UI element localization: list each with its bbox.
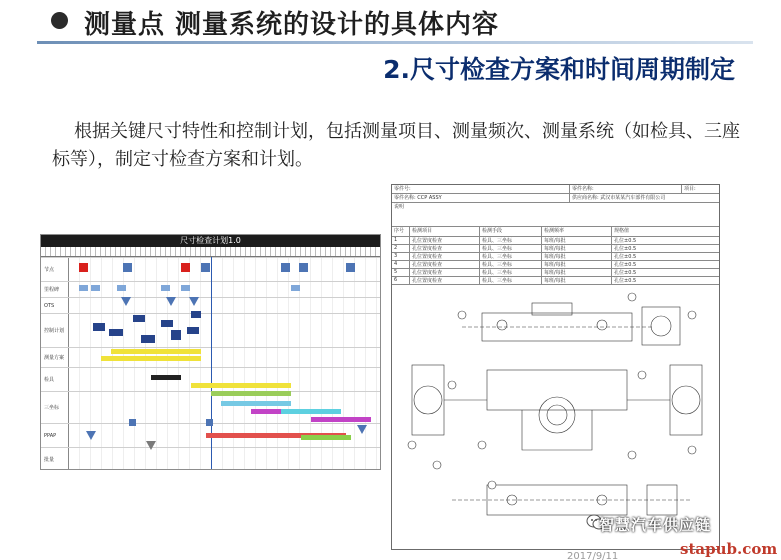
task-block [109, 329, 123, 336]
table-cell: 检具、三坐标 [480, 261, 542, 268]
table-header-cell: 检测项目 [410, 227, 480, 236]
table-cell: 孔位置度检查 [410, 277, 480, 284]
milestone-marker [299, 263, 308, 272]
task-bar [191, 383, 291, 388]
task-bar [311, 417, 371, 422]
gantt-date-columns [41, 247, 380, 257]
task-block [171, 330, 181, 340]
task-marker [357, 425, 367, 434]
gantt-row-label: 批量 [41, 448, 69, 470]
task-bar [111, 349, 201, 354]
task-bar [151, 375, 181, 380]
watermark-site: stapub.com [680, 540, 778, 558]
table-cell: 孔位±0.5 [612, 253, 720, 260]
task-block [93, 323, 105, 331]
table-cell: 每班/每批 [542, 261, 612, 268]
task-marker [166, 297, 176, 306]
table-cell: 每班/每批 [542, 269, 612, 276]
task-marker [161, 285, 170, 291]
gantt-row-label: 检具 [41, 368, 69, 392]
table-cell: 孔位±0.5 [612, 237, 720, 244]
title-divider [37, 41, 753, 44]
gantt-row-label: 里程碑 [41, 282, 69, 298]
table-cell: 检具、三坐标 [480, 253, 542, 260]
table-cell: 每班/每批 [542, 253, 612, 260]
part-name-cell: 零件名称: [570, 185, 682, 193]
task-block [187, 327, 199, 334]
table-cell: 1 [392, 237, 410, 244]
table-cell: 孔位±0.5 [612, 245, 720, 252]
task-marker [146, 441, 156, 450]
milestone-marker [181, 263, 190, 272]
project-cell: 项目: [682, 185, 720, 193]
gantt-row-label: 控制计划 [41, 314, 69, 348]
remark-cell: 说明 [392, 203, 720, 226]
part-number-cell: 零件号: [392, 185, 570, 193]
gantt-row-label: PPAP [41, 424, 69, 448]
table-cell: 检具、三坐标 [480, 245, 542, 252]
milestone-marker [346, 263, 355, 272]
gantt-row-label: OTS [41, 298, 69, 314]
gantt-row-label: 三坐标 [41, 392, 69, 424]
inspection-sheet-image [391, 184, 720, 550]
table-cell: 零件名称: CCP ASSY [392, 194, 570, 202]
table-cell: 孔位置度检查 [410, 253, 480, 260]
title-bar [0, 0, 781, 44]
task-bar [221, 401, 291, 406]
table-cell: 孔位置度检查 [410, 237, 480, 244]
table-cell: 孔位±0.5 [612, 277, 720, 284]
task-block [133, 315, 145, 322]
task-marker [79, 285, 88, 291]
table-cell: 检具、三坐标 [480, 269, 542, 276]
task-marker [181, 285, 190, 291]
gantt-row-label: 节点 [41, 258, 69, 282]
table-cell: 孔位置度检查 [410, 269, 480, 276]
task-marker [86, 431, 96, 440]
table-cell: 检具、三坐标 [480, 277, 542, 284]
table-header-cell: 规格值 [612, 227, 720, 236]
task-marker [129, 419, 136, 426]
table-header-cell: 序号 [392, 227, 410, 236]
task-marker [189, 297, 199, 306]
gantt-row-label: 测量方案 [41, 348, 69, 368]
table-cell: 检具、三坐标 [480, 237, 542, 244]
table-cell: 2 [392, 245, 410, 252]
slide-date: 2017/9/11 [567, 551, 619, 560]
bullet-icon [51, 12, 68, 29]
task-marker [121, 297, 131, 306]
milestone-marker [123, 263, 132, 272]
task-block [161, 320, 173, 327]
table-cell: 6 [392, 277, 410, 284]
table-cell: 每班/每批 [542, 245, 612, 252]
milestone-marker [281, 263, 290, 272]
slide-subtitle: 2.尺寸检查方案和时间周期制定 [383, 55, 735, 84]
task-marker [117, 285, 126, 291]
table-cell: 每班/每批 [542, 237, 612, 244]
table-cell: 5 [392, 269, 410, 276]
table-cell: 孔位置度检查 [410, 245, 480, 252]
gantt-header: 尺寸检查计划1.0 [41, 235, 380, 247]
task-marker [206, 419, 213, 426]
milestone-marker [79, 263, 88, 272]
task-bar [101, 356, 201, 361]
task-bar [281, 409, 341, 414]
part-drawing [392, 185, 720, 550]
table-cell: 每班/每批 [542, 277, 612, 284]
gantt-chart-image [40, 234, 381, 470]
table-cell: 孔位±0.5 [612, 261, 720, 268]
milestone-marker [201, 263, 210, 272]
body-text: 根据关键尺寸特性和控制计划，包括测量项目、测量频次、测量系统（如检具、三座标等），制定寸检查方案和计划。 [52, 121, 740, 170]
table-cell: 孔位±0.5 [612, 269, 720, 276]
table-header-cell: 检测手段 [480, 227, 542, 236]
watermark-label: 智慧汽车供应链 [599, 516, 712, 534]
task-marker [91, 285, 100, 291]
task-bar [211, 391, 291, 396]
table-header-cell: 检测频率 [542, 227, 612, 236]
body-paragraph [52, 118, 742, 174]
task-block [141, 335, 155, 343]
task-bar [301, 435, 351, 440]
table-cell: 4 [392, 261, 410, 268]
task-marker [291, 285, 300, 291]
table-cell: 孔位置度检查 [410, 261, 480, 268]
task-block [191, 311, 201, 318]
table-cell: 供应商名称: 武汉市某某汽车部件有限公司 [570, 194, 720, 202]
table-cell: 3 [392, 253, 410, 260]
slide-title: 测量点 测量系统的设计的具体内容 [84, 10, 500, 40]
